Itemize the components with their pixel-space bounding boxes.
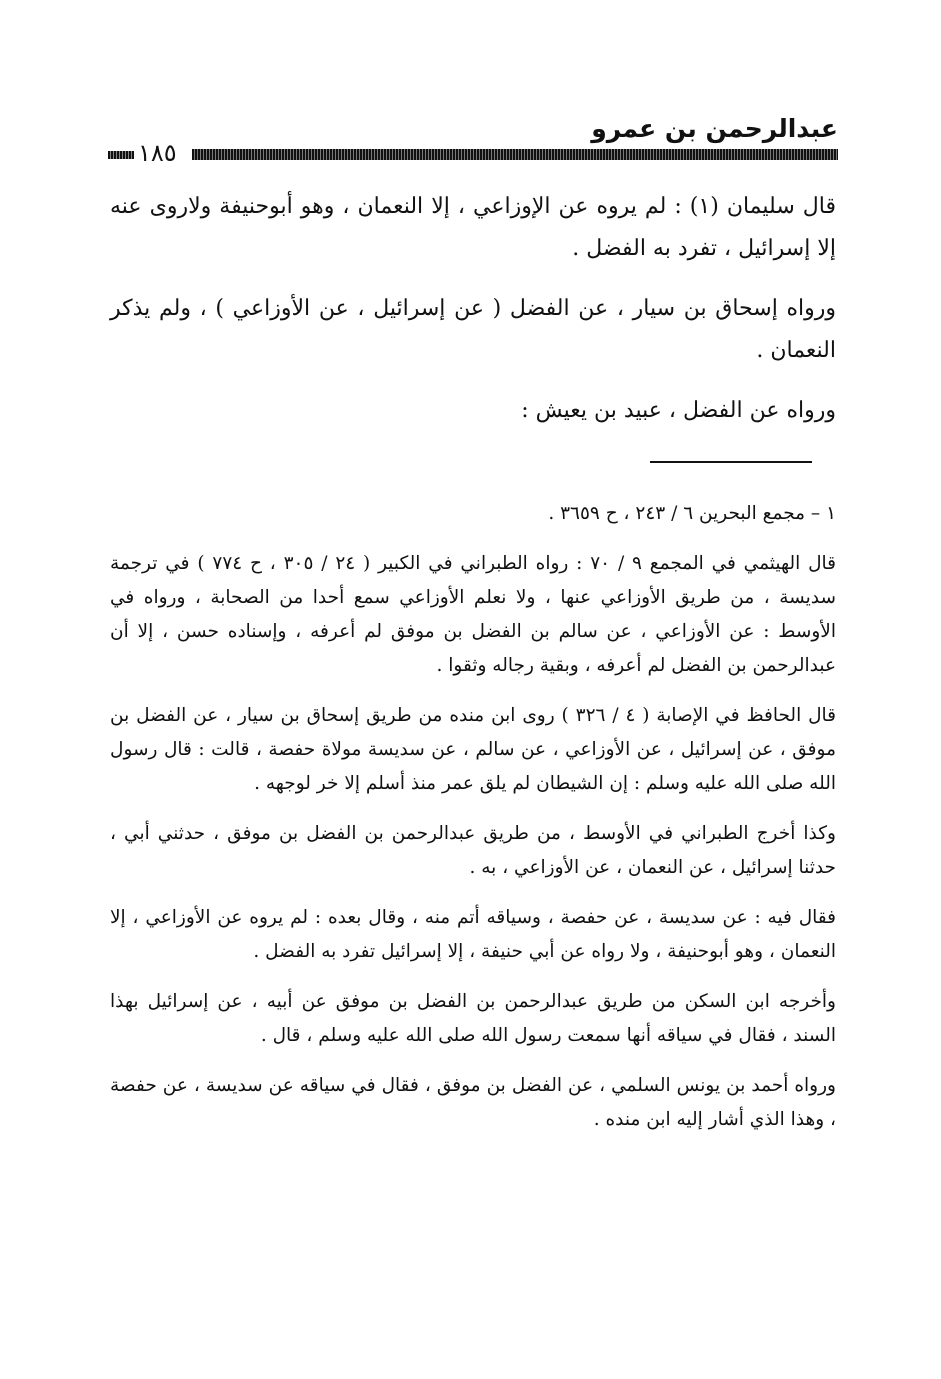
main-paragraph: ورواه عن الفضل ، عبيد بن يعيش : [521, 398, 836, 423]
main-paragraph: قال سليمان (١) : لم يروه عن الإوزاعي ، إلا النعمان ، وهو أبوحنيفة ولاروى عنه إلا إسرائيل ، تفرد به الفضل . [110, 194, 836, 261]
footnote-separator [650, 461, 812, 463]
footnote-reference: ١ – مجمع البحرين ٦ / ٢٤٣ ، ح ٣٦٥٩ . [548, 503, 836, 524]
footnote-paragraph: قال الحافظ في الإصابة ( ٤ / ٣٢٦ ) روى ابن منده من طريق إسحاق بن سيار ، عن الفضل بن موفق ، عن إسرائيل ، عن الأوزاعي ، عن سالم ، عن سديسة مولاة حفصة ، قالت : قال رسول الله صلى الله عليه وسلم : إن الشيطان لم يلق عمر منذ أسلم إلا خر لوجهه . [110, 705, 836, 794]
running-title: عبدالرحمن بن عمرو [591, 114, 838, 143]
header-rule-right [192, 149, 838, 160]
footnote-paragraph: فقال فيه : عن سديسة ، عن حفصة ، وسياقه أتم منه ، وقال بعده : لم يروه عن الأوزاعي ، إلا النعمان ، وهو أبوحنيفة ، ولا رواه عن أبي حنيفة ، إلا إسرائيل تفرد به الفضل . [110, 907, 836, 962]
page-header [108, 112, 838, 167]
footnote-paragraph: قال الهيثمي في المجمع ٩ / ٧٠ : رواه الطبراني في الكبير ( ٢٤ / ٣٠٥ ، ح ٧٧٤ ) في ترجمة سديسة ، من طريق الأوزاعي عنها ، ولا نعلم الأوزاعي سمع أحدا من الصحابة ، ورواه في الأوسط : عن الأوزاعي ، عن سالم بن الفضل بن موفق لم أعرفه ، وإسناده حسن ، إلا أن عبدالرحمن بن الفضل لم أعرفه ، وبقية رجاله وثقوا . [110, 553, 837, 676]
footnotes [110, 497, 836, 1153]
footnote-paragraph: وأخرجه ابن السكن من طريق عبدالرحمن بن الفضل بن موفق عن أبيه ، عن إسرائيل بهذا السند ، فقال في سياقه أنها سمعت رسول الله صلى الله عليه وسلم ، قال . [110, 991, 836, 1046]
main-paragraph: ورواه إسحاق بن سيار ، عن الفضل ( عن إسرائيل ، عن الأوزاعي ) ، ولم يذكر النعمان . [110, 296, 836, 363]
main-text [110, 186, 836, 450]
page-number: ١٨٥ [138, 139, 177, 167]
header-rule [108, 139, 838, 167]
footnote-paragraph: ورواه أحمد بن يونس السلمي ، عن الفضل بن موفق ، فقال في سياقه عن سديسة ، عن حفصة ، وهذا الذي أشار إليه ابن منده . [110, 1075, 836, 1130]
footnote-paragraph: وكذا أخرج الطبراني في الأوسط ، من طريق عبدالرحمن بن الفضل بن موفق ، حدثني أبي ، حدثنا إسرائيل ، عن النعمان ، عن الأوزاعي ، به . [110, 823, 836, 878]
header-rule-left [108, 151, 134, 159]
